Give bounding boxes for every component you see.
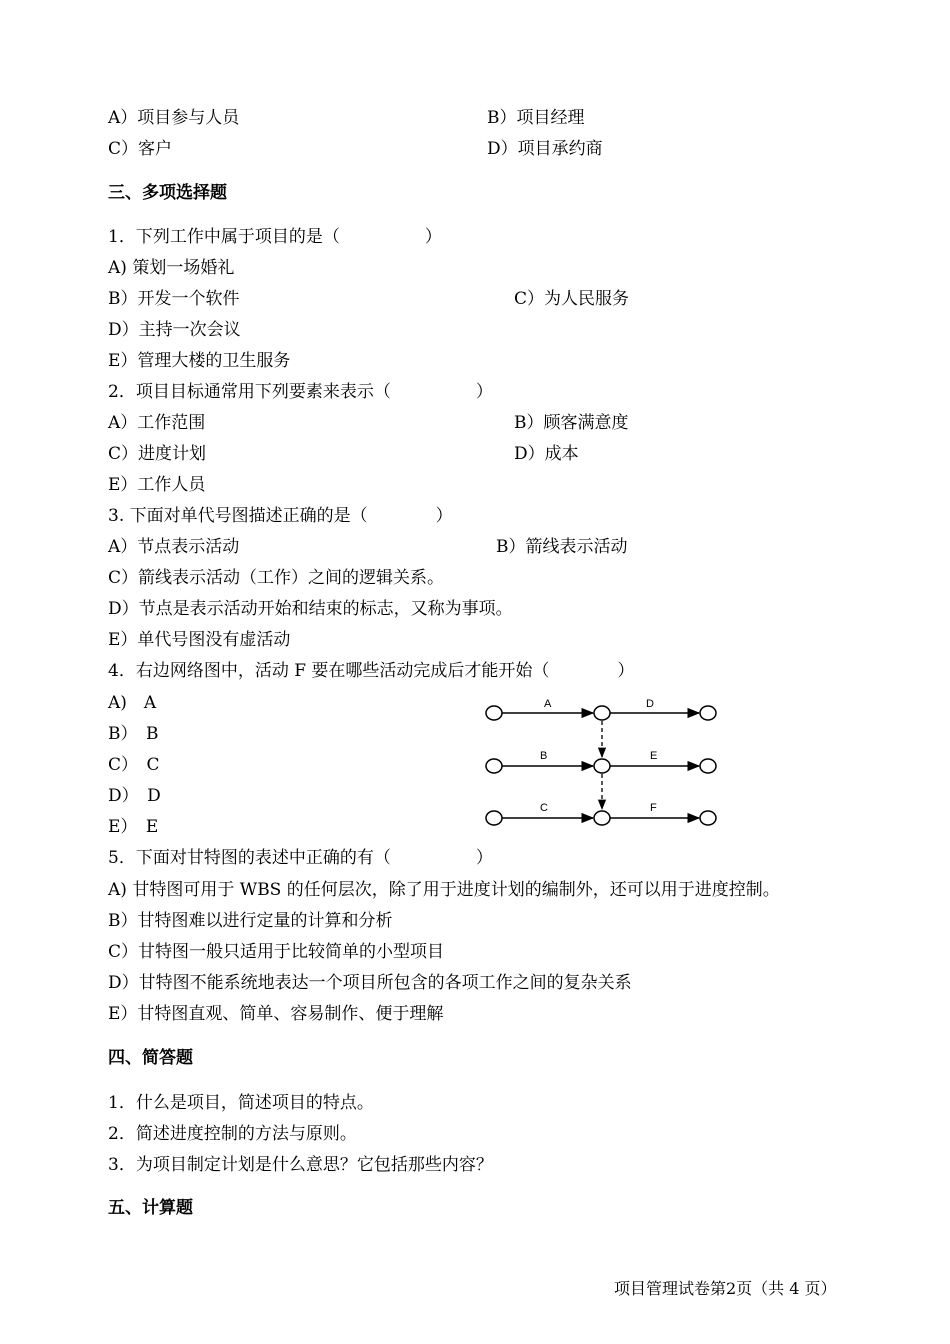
- node: [486, 759, 502, 773]
- q3-option-a: A）节点表示活动: [108, 537, 240, 557]
- short-question-1: 1．什么是项目，简述项目的特点。: [108, 1093, 374, 1113]
- page-footer: 项目管理试卷第2页（共 4 页）: [614, 1279, 837, 1298]
- question-2: 2．项目目标通常用下列要素来表示（ ）: [108, 382, 493, 402]
- activity-label-d: D: [646, 698, 654, 710]
- short-question-2: 2．简述进度控制的方法与原则。: [108, 1124, 357, 1144]
- q3-option-d: D）节点是表示活动开始和结束的标志，又称为事项。: [108, 599, 513, 619]
- activity-label-a: A: [544, 698, 552, 710]
- q3-option-c: C）箭线表示活动（工作）之间的逻辑关系。: [108, 568, 445, 588]
- q5-option-d: D）甘特图不能系统地表达一个项目所包含的各项工作之间的复杂关系: [108, 973, 632, 993]
- q4-option-e: E） E: [108, 817, 159, 837]
- q1-option-d: D）主持一次会议: [108, 320, 241, 340]
- q2-option-e: E）工作人员: [108, 475, 206, 495]
- option-a: A）项目参与人员: [108, 108, 240, 128]
- q1-option-c: C）为人民服务: [514, 289, 630, 309]
- q2-option-c: C）进度计划: [108, 444, 207, 464]
- activity-label-e: E: [650, 750, 658, 762]
- q4-option-a: A) A: [108, 693, 157, 713]
- section-title-short-answer: 四、简答题: [108, 1048, 193, 1068]
- question-1: 1．下列工作中属于项目的是（ ）: [108, 227, 442, 247]
- q1-option-b: B）开发一个软件: [108, 289, 240, 309]
- q2-option-b: B）顾客满意度: [514, 413, 629, 433]
- short-question-3: 3．为项目制定计划是什么意思？它包括那些内容？: [108, 1155, 493, 1175]
- question-3: 3. 下面对单代号图描述正确的是（ ）: [108, 506, 453, 526]
- activity-label-f: F: [650, 802, 657, 814]
- node: [594, 759, 610, 773]
- node: [594, 706, 610, 720]
- option-d: D）项目承约商: [487, 139, 603, 159]
- q5-option-c: C）甘特图一般只适用于比较简单的小型项目: [108, 942, 445, 962]
- section-title-calculation: 五、计算题: [108, 1198, 193, 1218]
- q3-option-b: B）箭线表示活动: [496, 537, 628, 557]
- q2-option-a: A）工作范围: [108, 413, 206, 433]
- q4-option-c: C） C: [108, 755, 160, 775]
- node: [594, 811, 610, 825]
- q1-option-a: A) 策划一场婚礼: [108, 258, 235, 278]
- option-b: B）项目经理: [487, 108, 585, 128]
- q5-option-a: A) 甘特图可用于 WBS 的任何层次，除了用于进度计划的编制外，还可以用于进度控制。: [108, 880, 780, 900]
- section-title-multiple-choice: 三、多项选择题: [108, 183, 227, 203]
- q5-option-b: B）甘特图难以进行定量的计算和分析: [108, 911, 393, 931]
- q5-option-e: E）甘特图直观、简单、容易制作、便于理解: [108, 1004, 444, 1024]
- question-5: 5．下面对甘特图的表述中正确的有（ ）: [108, 848, 493, 868]
- activity-label-c: C: [540, 802, 548, 814]
- network-diagram: [480, 690, 730, 835]
- q4-option-b: B） B: [108, 724, 159, 744]
- option-c: C）客户: [108, 139, 173, 159]
- node: [700, 759, 716, 773]
- q4-option-d: D） D: [108, 786, 161, 806]
- node: [486, 706, 502, 720]
- q2-option-d: D）成本: [514, 444, 579, 464]
- node: [700, 706, 716, 720]
- question-4: 4．右边网络图中，活动 F 要在哪些活动完成后才能开始（ ）: [108, 661, 635, 681]
- q3-option-e: E）单代号图没有虚活动: [108, 630, 291, 650]
- node: [486, 811, 502, 825]
- activity-label-b: B: [540, 750, 548, 762]
- node: [700, 811, 716, 825]
- q1-option-e: E）管理大楼的卫生服务: [108, 351, 291, 371]
